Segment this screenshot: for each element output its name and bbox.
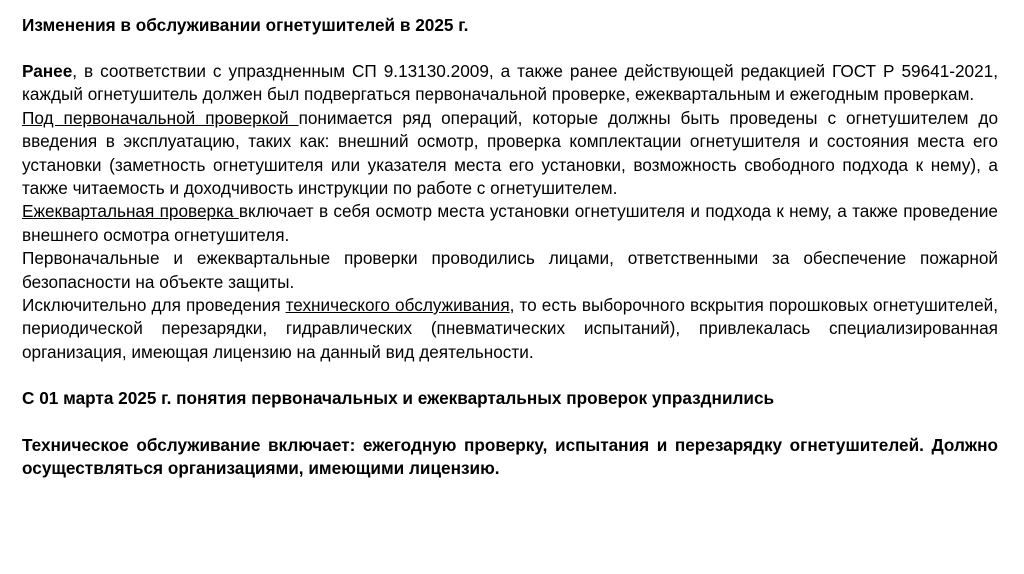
paragraph-maintenance <box>22 294 998 364</box>
page-title: Изменения в обслуживании огнетушителей в 2025 г. <box>22 15 469 35</box>
initial-check-text: понимается ряд операций, которые должны быть проведены с огнетушителем до введения в эксплуатацию, таких как: внешний осмотр, проверка комплектации огнетушителя и состояния места его установки (заметность огнетушителя или указателя места его установки, возможность свободного подхода к нему), а также читаемость и доходчивость инструкции по работе с огнетушителем. <box>22 107 998 199</box>
spacer <box>22 37 998 60</box>
quarterly-check-term: Ежеквартальная проверка <box>22 201 239 222</box>
document-page <box>22 14 998 481</box>
paragraph-previously <box>22 60 998 107</box>
paragraph-march-2025: С 01 марта 2025 г. понятия первоначальных и ежеквартальных проверок упразднились <box>22 388 775 409</box>
maintenance-term: технического обслуживания <box>285 295 510 316</box>
spacer <box>22 364 998 387</box>
quarterly-check-text: включает в себя осмотр места установки огнетушителя и подхода к нему, а также проведение внешнего осмотра огнетушителя. <box>22 201 998 245</box>
paragraph-tech-maintenance: Техническое обслуживание включает: ежегодную проверку, испытания и перезарядку огнетушителей. Должно осуществляться организациями, имеющими лицензию. <box>22 434 998 479</box>
previously-text: , в соответствии с упраздненным СП 9.13130.2009, а также ранее действующей редакцией ГОСТ Р 59641-2021, каждый огнетушитель должен был подвергаться первоначальной проверке, ежеквартальным и ежегодным проверкам. <box>22 61 998 105</box>
maintenance-before: Исключительно для проведения <box>22 295 286 316</box>
initial-check-term: Под первоначальной проверкой <box>22 107 299 128</box>
paragraph-responsible: Первоначальные и ежеквартальные проверки проводились лицами, ответственными за обеспечение пожарной безопасности на объекте защиты. <box>22 248 998 292</box>
previously-lead: Ранее <box>22 61 73 81</box>
paragraph-quarterly-check <box>22 200 998 247</box>
paragraph-initial-check <box>22 107 998 201</box>
spacer <box>22 411 998 434</box>
maintenance-after: , то есть выборочного вскрытия порошковых огнетушителей, периодической перезарядки, гидравлических (пневматических испытаний), привлекалась специализированная организация, имеющая лицензию на данный вид деятельности. <box>22 295 998 362</box>
